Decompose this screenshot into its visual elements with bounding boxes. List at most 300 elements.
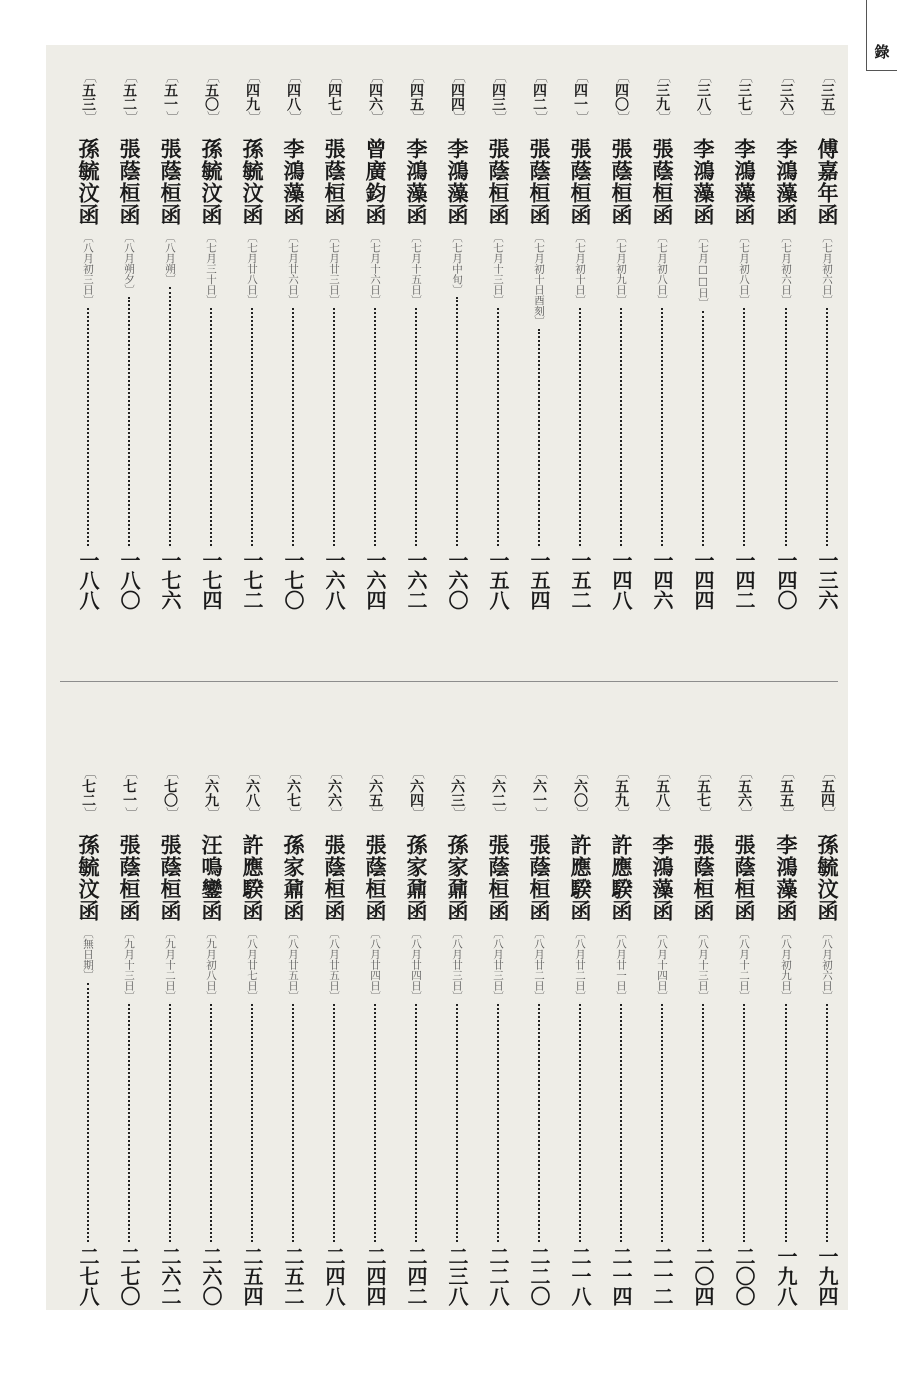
entry-date: 〔九月初八日〕 — [205, 928, 217, 1002]
entry-page-number: 二四二 — [404, 1246, 428, 1306]
entry-title: 張蔭桓函 — [158, 834, 183, 922]
dot-leader — [251, 308, 253, 546]
entry-number — [567, 766, 593, 820]
bracket-close: 〕 — [368, 807, 383, 820]
bracket-open: 〔 — [122, 766, 137, 779]
entry-title: 李鴻藻函 — [774, 138, 799, 226]
entry-title: 張蔭桓函 — [117, 138, 142, 226]
entry-date-value: 八月廿二日 — [533, 938, 545, 991]
entry-number-value: 六三 — [449, 779, 465, 807]
entry-number — [403, 766, 429, 820]
entry-page-number: 二二八 — [486, 1246, 510, 1306]
entry-number-value: 四七 — [326, 83, 342, 111]
bracket-close: 〕 — [286, 111, 301, 124]
entry-number-value: 六五 — [367, 779, 383, 807]
entry-number-value: 三九 — [654, 83, 670, 111]
entry-number-value: 五五 — [778, 779, 794, 807]
entry-number — [75, 766, 101, 820]
entry-number-value: 六七 — [285, 779, 301, 807]
entry-page-number: 二三八 — [445, 1246, 469, 1306]
entry-number-value: 四六 — [367, 83, 383, 111]
toc-entry — [814, 70, 840, 610]
entry-title: 張蔭桓函 — [486, 834, 511, 922]
entry-title: 孫家鼐函 — [281, 834, 306, 922]
bracket-open: 〔 — [779, 70, 794, 83]
bracket-close: 〕 — [327, 807, 342, 820]
entry-title: 張蔭桓函 — [650, 138, 675, 226]
entry-page-number: 一四四 — [691, 550, 715, 610]
section-divider — [60, 681, 838, 682]
entry-page-number: 二六二 — [158, 1246, 182, 1306]
entry-date-value: 八月廿五日 — [287, 938, 299, 991]
entry-date: 〔八月初三日〕 — [82, 232, 94, 306]
entry-title: 許應騤函 — [609, 834, 634, 922]
dot-leader — [661, 1004, 663, 1242]
entry-page-number: 一六二 — [404, 550, 428, 610]
entry-number — [198, 766, 224, 820]
toc-entry — [321, 70, 347, 610]
entry-title: 張蔭桓函 — [527, 138, 552, 226]
entry-date-value: 七月初六日 — [821, 242, 833, 295]
entry-date-value: 八月朔夕 — [123, 242, 135, 285]
bracket-close: 〕 — [573, 807, 588, 820]
entry-date-value: 七月廿八日 — [246, 242, 258, 295]
toc-entry — [239, 766, 265, 1306]
entry-number — [526, 70, 552, 124]
bracket-close: 〕 — [163, 111, 178, 124]
entry-number-value: 六八 — [244, 779, 260, 807]
entry-date: 〔八月廿四日〕 — [410, 928, 422, 1002]
entry-date: 〔八月廿七日〕 — [246, 928, 258, 1002]
entry-number — [280, 766, 306, 820]
entry-date-value: 七月□□日 — [697, 242, 709, 298]
dot-leader — [415, 308, 417, 546]
entry-number-value: 六一 — [531, 779, 547, 807]
bracket-open: 〔 — [409, 70, 424, 83]
dot-leader — [251, 1004, 253, 1242]
entry-page-number: 一四六 — [650, 550, 674, 610]
entry-date: 〔八月廿五日〕 — [328, 928, 340, 1002]
entry-number — [239, 70, 265, 124]
bracket-open: 〔 — [491, 70, 506, 83]
entry-number — [157, 70, 183, 124]
entry-number — [444, 766, 470, 820]
entry-number-value: 四〇 — [613, 83, 629, 111]
bracket-close: 〕 — [491, 111, 506, 124]
entry-number — [567, 70, 593, 124]
dot-leader — [785, 1004, 787, 1242]
entry-date-value: 七月初十日酉刻 — [533, 242, 545, 316]
entry-date: 〔八月廿一日〕 — [615, 928, 627, 1002]
toc-entry — [608, 70, 634, 610]
dot-leader — [579, 308, 581, 546]
entry-date-value: 無日期 — [82, 938, 94, 970]
entry-number-value: 四一 — [572, 83, 588, 111]
entry-number-value: 三七 — [736, 83, 752, 111]
entry-number — [403, 70, 429, 124]
entry-page-number: 一八八 — [76, 550, 100, 610]
entry-date-value: 八月廿三日 — [451, 938, 463, 991]
entry-number — [485, 70, 511, 124]
entry-number-value: 五七 — [695, 779, 711, 807]
bracket-open: 〔 — [204, 70, 219, 83]
toc-entry — [239, 70, 265, 610]
dot-leader — [292, 1004, 294, 1242]
bracket-close: 〕 — [491, 807, 506, 820]
entry-number-value: 六六 — [326, 779, 342, 807]
dot-leader — [702, 311, 704, 546]
entry-date: 〔七月廿三日〕 — [328, 232, 340, 306]
toc-entry — [649, 70, 675, 610]
entry-number — [157, 766, 183, 820]
entry-number-value: 六二 — [490, 779, 506, 807]
entry-number-value: 五二 — [121, 83, 137, 111]
entry-number-value: 四二 — [531, 83, 547, 111]
entry-number — [814, 70, 840, 124]
entry-number-value: 六九 — [203, 779, 219, 807]
dot-leader — [826, 1004, 828, 1242]
entry-date: 〔無日期〕 — [82, 928, 94, 981]
dot-leader — [333, 308, 335, 546]
entry-date: 〔八月廿三日〕 — [451, 928, 463, 1002]
dot-leader — [87, 983, 89, 1242]
entry-date-value: 八月廿七日 — [246, 938, 258, 991]
dot-leader — [169, 1004, 171, 1242]
dot-leader — [785, 308, 787, 546]
entry-date: 〔七月十五日〕 — [410, 232, 422, 306]
entry-number-value: 四三 — [490, 83, 506, 111]
dot-leader — [661, 308, 663, 546]
toc-entry — [814, 766, 840, 1306]
bracket-open: 〔 — [573, 70, 588, 83]
bracket-open: 〔 — [655, 70, 670, 83]
entry-title: 孫家鼐函 — [445, 834, 470, 922]
entry-date: 〔八月廿三日〕 — [492, 928, 504, 1002]
dot-leader — [87, 308, 89, 546]
bracket-close: 〕 — [737, 807, 752, 820]
entry-page-number: 一六〇 — [445, 550, 469, 610]
entry-date-value: 八月十四日 — [656, 938, 668, 991]
toc-entry — [157, 766, 183, 1306]
entry-number-value: 三六 — [778, 83, 794, 111]
bracket-close: 〕 — [450, 807, 465, 820]
entry-title: 許應騤函 — [240, 834, 265, 922]
entry-page-number: 一五二 — [568, 550, 592, 610]
bracket-close: 〕 — [779, 111, 794, 124]
dot-leader — [128, 1004, 130, 1242]
entry-date-value: 八月廿二日 — [574, 938, 586, 991]
dot-leader — [456, 1004, 458, 1242]
entry-number — [321, 766, 347, 820]
entry-title: 張蔭桓函 — [158, 138, 183, 226]
bracket-open: 〔 — [327, 766, 342, 779]
entry-number-value: 五八 — [654, 779, 670, 807]
entry-number-value: 四四 — [449, 83, 465, 111]
dot-leader — [456, 297, 458, 546]
bracket-open: 〔 — [368, 766, 383, 779]
bracket-close: 〕 — [614, 807, 629, 820]
toc-entry — [403, 70, 429, 610]
dot-leader — [620, 308, 622, 546]
bracket-open: 〔 — [820, 70, 835, 83]
entry-date: 〔九月十三日〕 — [123, 928, 135, 1002]
bracket-close: 〕 — [655, 807, 670, 820]
bracket-close: 〕 — [573, 111, 588, 124]
entry-page-number: 二五二 — [281, 1246, 305, 1306]
entry-title: 張蔭桓函 — [691, 834, 716, 922]
entry-number-value: 三八 — [695, 83, 711, 111]
bracket-close: 〕 — [779, 807, 794, 820]
entry-date-value: 七月初九日 — [615, 242, 627, 295]
toc-entry — [526, 70, 552, 610]
entry-date-value: 八月初九日 — [780, 938, 792, 991]
bracket-close: 〕 — [409, 807, 424, 820]
entry-number — [649, 70, 675, 124]
toc-entry — [116, 766, 142, 1306]
entry-date-value: 八月朔 — [164, 242, 176, 274]
entry-number-value: 六四 — [408, 779, 424, 807]
entry-number — [814, 766, 840, 820]
entry-date: 〔七月初八日〕 — [656, 232, 668, 306]
entry-date-value: 八月十二日 — [738, 938, 750, 991]
dot-leader — [333, 1004, 335, 1242]
entry-title: 孫毓汶函 — [76, 138, 101, 226]
bracket-open: 〔 — [614, 70, 629, 83]
dot-leader — [579, 1004, 581, 1242]
entry-date: 〔七月廿六日〕 — [287, 232, 299, 306]
bracket-close: 〕 — [368, 111, 383, 124]
bracket-close: 〕 — [204, 807, 219, 820]
entry-page-number: 二一八 — [568, 1246, 592, 1306]
entry-number — [731, 70, 757, 124]
entry-number-value: 五六 — [736, 779, 752, 807]
entry-number-value: 七二 — [80, 779, 96, 807]
entry-date: 〔七月□□日〕 — [697, 232, 709, 309]
bracket-open: 〔 — [696, 70, 711, 83]
dot-leader — [538, 329, 540, 546]
entry-date: 〔八月廿四日〕 — [369, 928, 381, 1002]
entry-date: 〔七月初十日酉刻〕 — [533, 232, 545, 327]
toc-entry — [690, 70, 716, 610]
entry-page-number: 一四二 — [732, 550, 756, 610]
entry-date-value: 八月十三日 — [697, 938, 709, 991]
entry-date-value: 七月廿六日 — [287, 242, 299, 295]
entry-date: 〔九月十二日〕 — [164, 928, 176, 1002]
entry-title: 李鴻藻函 — [650, 834, 675, 922]
bracket-open: 〔 — [655, 766, 670, 779]
entry-number-value: 七一 — [121, 779, 137, 807]
dot-leader — [826, 308, 828, 546]
toc-entry — [198, 70, 224, 610]
toc-entry — [773, 70, 799, 610]
entry-number — [608, 70, 634, 124]
entry-title: 李鴻藻函 — [732, 138, 757, 226]
toc-entry — [567, 766, 593, 1306]
toc-entry — [567, 70, 593, 610]
entry-date-value: 七月三十日 — [205, 242, 217, 295]
entry-date: 〔七月初十日〕 — [574, 232, 586, 306]
bracket-close: 〕 — [81, 111, 96, 124]
bracket-open: 〔 — [450, 70, 465, 83]
bracket-close: 〕 — [327, 111, 342, 124]
bracket-open: 〔 — [286, 766, 301, 779]
entry-title: 孫毓汶函 — [240, 138, 265, 226]
entry-page-number: 一八〇 — [117, 550, 141, 610]
dot-leader — [743, 308, 745, 546]
entry-date: 〔八月朔夕〕 — [123, 232, 135, 295]
bracket-open: 〔 — [573, 766, 588, 779]
entry-date: 〔七月初六日〕 — [780, 232, 792, 306]
toc-entry — [444, 70, 470, 610]
entry-title: 張蔭桓函 — [732, 834, 757, 922]
entry-page-number: 一九八 — [774, 1246, 798, 1306]
bracket-close: 〕 — [245, 111, 260, 124]
entry-number-value: 四五 — [408, 83, 424, 111]
entry-page-number: 二〇〇 — [732, 1246, 756, 1306]
bracket-open: 〔 — [368, 70, 383, 83]
entry-page-number: 二〇四 — [691, 1246, 715, 1306]
entry-date-value: 七月初十日 — [574, 242, 586, 295]
entry-number-value: 五四 — [819, 779, 835, 807]
entry-title: 曾廣鈞函 — [363, 138, 388, 226]
toc-entry — [116, 70, 142, 610]
entry-page-number: 一四八 — [609, 550, 633, 610]
toc-entry — [362, 766, 388, 1306]
entry-date: 〔七月初六日〕 — [821, 232, 833, 306]
bracket-open: 〔 — [81, 766, 96, 779]
entry-date-value: 七月初八日 — [738, 242, 750, 295]
entry-title: 李鴻藻函 — [691, 138, 716, 226]
entry-page-number: 二二〇 — [527, 1246, 551, 1306]
entry-date: 〔八月十三日〕 — [697, 928, 709, 1002]
entry-title: 孫毓汶函 — [76, 834, 101, 922]
entry-title: 李鴻藻函 — [774, 834, 799, 922]
bracket-close: 〕 — [204, 111, 219, 124]
entry-page-number: 二一二 — [650, 1246, 674, 1306]
dot-leader — [620, 1004, 622, 1242]
entry-page-number: 一七二 — [240, 550, 264, 610]
toc-entry — [198, 766, 224, 1306]
bracket-open: 〔 — [327, 70, 342, 83]
dot-leader — [374, 1004, 376, 1242]
toc-entry — [526, 766, 552, 1306]
bracket-open: 〔 — [122, 70, 137, 83]
entry-date: 〔七月十三日〕 — [492, 232, 504, 306]
entry-number — [773, 766, 799, 820]
bracket-close: 〕 — [81, 807, 96, 820]
entry-page-number: 一七六 — [158, 550, 182, 610]
entry-title: 傅嘉年函 — [815, 138, 840, 226]
entry-date: 〔八月初六日〕 — [821, 928, 833, 1002]
toc-entry — [362, 70, 388, 610]
entry-date-value: 八月廿一日 — [615, 938, 627, 991]
entry-title: 張蔭桓函 — [486, 138, 511, 226]
entry-number — [485, 766, 511, 820]
bracket-open: 〔 — [696, 766, 711, 779]
bracket-close: 〕 — [245, 807, 260, 820]
entry-title: 李鴻藻函 — [281, 138, 306, 226]
entry-date-value: 九月初八日 — [205, 938, 217, 991]
entry-number — [649, 766, 675, 820]
entry-title: 孫毓汶函 — [815, 834, 840, 922]
entry-number — [75, 70, 101, 124]
entry-page-number: 一六四 — [363, 550, 387, 610]
bracket-open: 〔 — [820, 766, 835, 779]
entry-date-value: 七月初六日 — [780, 242, 792, 295]
entry-date-value: 八月廿五日 — [328, 938, 340, 991]
entry-date: 〔八月廿二日〕 — [574, 928, 586, 1002]
bracket-close: 〕 — [737, 111, 752, 124]
entry-date-value: 九月十三日 — [123, 938, 135, 991]
entry-number — [731, 766, 757, 820]
entry-title: 汪鳴鑾函 — [199, 834, 224, 922]
bracket-open: 〔 — [245, 766, 260, 779]
entry-date-value: 七月十三日 — [492, 242, 504, 295]
entry-number — [362, 766, 388, 820]
bracket-open: 〔 — [245, 70, 260, 83]
entry-title: 張蔭桓函 — [609, 138, 634, 226]
entry-page-number: 一七四 — [199, 550, 223, 610]
entry-number-value: 五一 — [162, 83, 178, 111]
bracket-open: 〔 — [409, 766, 424, 779]
entry-number — [198, 70, 224, 124]
dot-leader — [538, 1004, 540, 1242]
entry-number — [526, 766, 552, 820]
toc-entry — [485, 70, 511, 610]
entry-page-number: 一九四 — [815, 1246, 839, 1306]
toc-entry — [75, 70, 101, 610]
bracket-open: 〔 — [163, 70, 178, 83]
entry-number — [444, 70, 470, 124]
bracket-close: 〕 — [122, 807, 137, 820]
entry-date: 〔八月朔〕 — [164, 232, 176, 285]
entry-page-number: 二六〇 — [199, 1246, 223, 1306]
entry-number-value: 四九 — [244, 83, 260, 111]
entry-date-value: 八月廿四日 — [369, 938, 381, 991]
bracket-close: 〕 — [163, 807, 178, 820]
entry-date: 〔八月廿二日〕 — [533, 928, 545, 1002]
bracket-close: 〕 — [655, 111, 670, 124]
entry-number-value: 六〇 — [572, 779, 588, 807]
bracket-close: 〕 — [450, 111, 465, 124]
entry-number — [116, 766, 142, 820]
entry-page-number: 一五八 — [486, 550, 510, 610]
entry-title: 張蔭桓函 — [117, 834, 142, 922]
section-tab-label: 錄 — [874, 43, 890, 61]
entry-page-number: 一七〇 — [281, 550, 305, 610]
bracket-close: 〕 — [409, 111, 424, 124]
entry-date-value: 八月初六日 — [821, 938, 833, 991]
entry-number-value: 四八 — [285, 83, 301, 111]
entry-date-value: 八月廿四日 — [410, 938, 422, 991]
toc-entry — [403, 766, 429, 1306]
entry-title: 孫家鼐函 — [404, 834, 429, 922]
bracket-open: 〔 — [737, 766, 752, 779]
entry-title: 許應騤函 — [568, 834, 593, 922]
toc-entry — [157, 70, 183, 610]
entry-number — [362, 70, 388, 124]
toc-entry — [75, 766, 101, 1306]
bracket-close: 〕 — [614, 111, 629, 124]
entry-date: 〔七月廿八日〕 — [246, 232, 258, 306]
entry-title: 張蔭桓函 — [322, 138, 347, 226]
entry-title: 張蔭桓函 — [527, 834, 552, 922]
bracket-open: 〔 — [450, 766, 465, 779]
entry-date: 〔八月廿五日〕 — [287, 928, 299, 1002]
bracket-open: 〔 — [491, 766, 506, 779]
entry-title: 李鴻藻函 — [445, 138, 470, 226]
bracket-close: 〕 — [122, 111, 137, 124]
